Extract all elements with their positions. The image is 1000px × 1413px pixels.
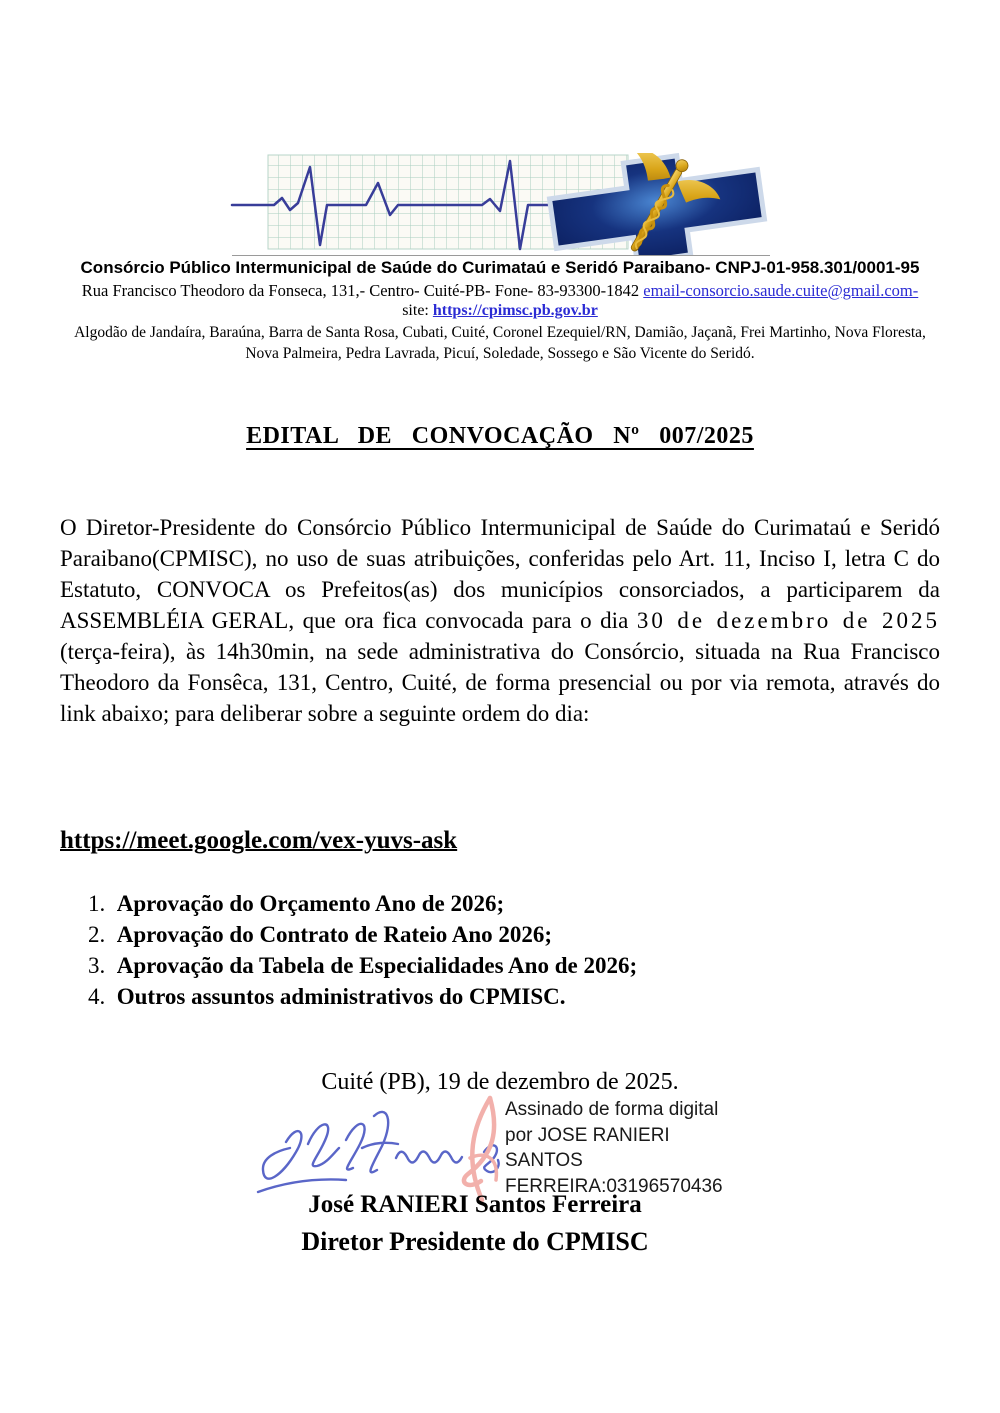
- convocation-date: 30 de dezembro de 2025: [636, 608, 941, 633]
- cpimsc-logo: [230, 153, 770, 255]
- agenda-list: [88, 888, 637, 1012]
- agenda-item: Outros assuntos administrativos do CPMISC.: [116, 984, 566, 1009]
- digital-signature-line: por JOSE RANIERI: [505, 1124, 670, 1146]
- signer-title: Diretor Presidente do CPMISC: [301, 1227, 649, 1256]
- meet-link[interactable]: https://meet.google.com/vex-yuvs-ask: [60, 827, 458, 854]
- site-line: [0, 302, 1000, 320]
- address-line: [0, 281, 1000, 301]
- municipalities-line-2: Nova Palmeira, Pedra Lavrada, Picuí, Soledade, Sossego e São Vicente do Seridó.: [245, 345, 755, 362]
- site-label: site:: [402, 302, 433, 319]
- page-title: EDITAL DE CONVOCAÇÃO Nº 007/2025: [246, 423, 754, 449]
- digital-signature-line: SANTOS: [505, 1150, 583, 1171]
- email-link[interactable]: email-consorcio.saude.cuite@gmail.com-: [643, 281, 919, 300]
- address-text: Rua Francisco Theodoro da Fonseca, 131,- Centro- Cuité-PB- Fone- 83-93300-1842: [81, 281, 644, 300]
- convocation-text-start: O Diretor-Presidente do Consórcio Público Intermunicipal de Saúde do Curimataú e Seridó Paraibano(CPMISC), no uso de suas atribuições, conferidas pelo Art. 11, Inciso I, letra C do Estatuto, CONVOCA os Prefeitos(as) dos municípios consorciados, a participarem da ASSEMBLÉIA GERAL, que ora fica convocada para o dia: [60, 515, 940, 633]
- municipalities-line-1: Algodão de Jandaíra, Baraúna, Barra de Santa Rosa, Cubati, Cuité, Coronel Ezequiel/RN, Damião, Jaçanã, Frei Martinho, Nova Floresta,: [74, 324, 926, 341]
- adobe-acrobat-icon: [452, 1094, 510, 1206]
- digital-signature-text: [505, 1097, 750, 1199]
- closing-date: Cuité (PB), 19 de dezembro de 2025.: [321, 1069, 679, 1095]
- digital-signature-line: FERREIRA:03196570436: [505, 1175, 723, 1197]
- convocation-paragraph: [60, 512, 940, 729]
- meet-link-line: [60, 827, 457, 855]
- header-divider: [232, 255, 770, 256]
- agenda-item: Aprovação do Contrato de Rateio Ano 2026;: [116, 922, 553, 947]
- site-link[interactable]: https://cpimsc.pb.gov.br: [432, 302, 598, 319]
- signer-name: José RANIERI Santos Ferreira: [308, 1191, 642, 1218]
- digital-signature-line: Assinado de forma digital: [505, 1099, 719, 1120]
- agenda-item: Aprovação da Tabela de Especialidades Ano de 2026;: [116, 953, 638, 978]
- agenda-item: Aprovação do Orçamento Ano de 2026;: [116, 891, 505, 916]
- organization-name: Consórcio Público Intermunicipal de Saúde do Curimataú e Seridó Paraibano- CNPJ-01-958.301/0001-95: [80, 258, 920, 277]
- convocation-text-end: (terça-feira), às 14h30min, na sede administrativa do Consórcio, situada na Rua Francisco Theodoro da Fonsêca, 131, Centro, Cuité, de forma presencial ou por via remota, através do link abaixo; para deliberar sobre a seguinte ordem do dia:: [60, 639, 940, 726]
